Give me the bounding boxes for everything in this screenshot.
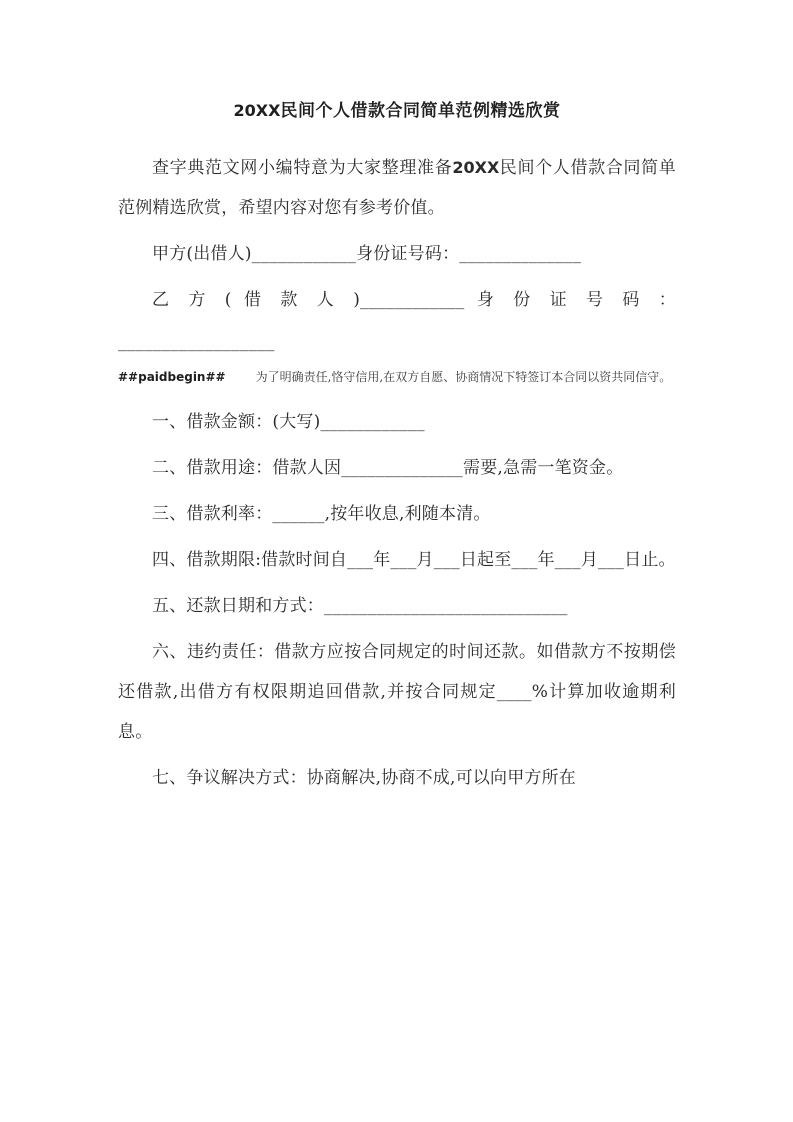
clause-5: 五、还款日期和方式：____________________________ [152,596,568,616]
intro-part-2: 民间个人借款合同简单范例精选欣赏，希望内容对您有参考价值。 [118,158,676,218]
page-title-year: 20XX [233,101,281,120]
intro-part-1: 查字典范文网小编特意为大家整理准备 [152,158,453,178]
intro-paragraph [118,148,676,228]
document-content [118,96,676,804]
clause-7: 七、争议解决方式：协商解决,协商不成,可以向甲方所在 [152,768,577,788]
clause-1: 一、借款金额：(大写)____________ [152,412,425,432]
preamble-text: 为了明确责任,恪守信用,在双方自愿、协商情况下特签订本合同以资共同信守。 [255,370,672,384]
party-b-line: 乙 方 ( 借 款 人 )____________ 身 份 证 号 码 ： [152,290,676,310]
clause-4: 四、借款期限:借款时间自___年___月___日起至___年___月___日止。 [152,550,676,570]
paid-begin-marker: ##paidbegin## [118,370,226,384]
clause-6: 六、违约责任：借款方应按合同规定的时间还款。如借款方不按期偿还借款,出借方有权限期追回借款,并按合同规定____%计算加收逾期利息。 [118,642,676,742]
clause-2: 二、借款用途：借款人因______________需要,急需一笔资金。 [152,458,624,478]
intro-year: 20XX [452,158,500,177]
page-title [118,96,676,126]
page-title-text: 民间个人借款合同简单范例精选欣赏 [280,101,561,121]
preamble-paragraph [118,366,676,388]
party-b-id-blank: __________________ [118,332,275,352]
party-a-line: 甲方(出借人)____________身份证号码：______________ [152,244,582,264]
clause-3: 三、借款利率：______,按年收息,利随本清。 [152,504,491,524]
